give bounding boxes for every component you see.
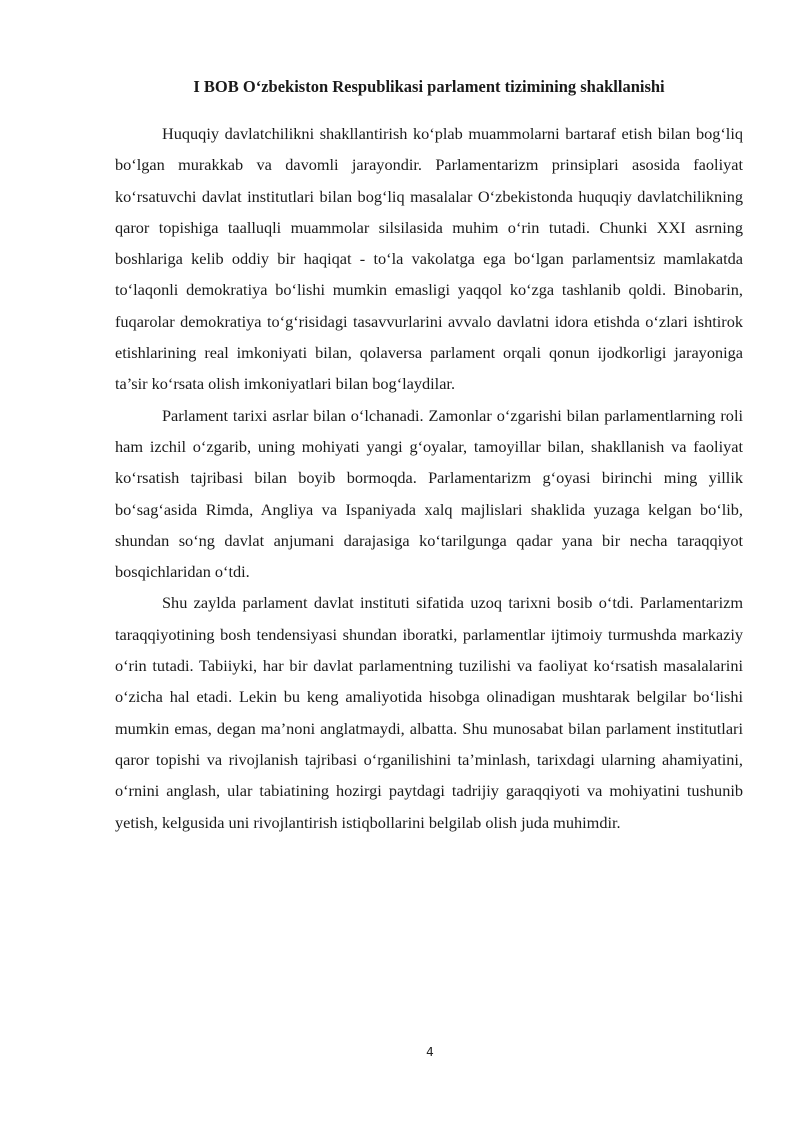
paragraph: Huquqiy davlatchilikni shakllantirish ko‘plab muammolarni bartaraf etish bilan bog‘liq bo‘lgan murakkab va davomli jarayondir. Parlamentarizm prinsiplari asosida faoliyat ko‘rsatuvchi davlat institutlari bilan bog‘liq masalalar O‘zbekistonda huquqiy davlatchilikning qaror topishiga taalluqli muammolar silsilasida muhim o‘rin tutadi. Chunki XXI asrning boshlariga kelib oddiy bir haqiqat - to‘la vakolatga ega bo‘lgan parlamentsiz mamlakatda to‘laqonli demokratiya bo‘lishi mumkin emasligi yaqqol ko‘zga tashlanib qoldi. Binobarin, fuqarolar demokratiya to‘g‘risidagi tasavvurlarini avvalo davlatni idora etishda o‘zlari ishtirok etishlarining real imkoniyati bilan, qolaversa parlament orqali qonun ijodkorligi jarayoniga ta’sir ko‘rsata olish imkoniyatlari bilan bog‘laydilar. [115,124,743,394]
chapter-heading: I BOB O‘zbekiston Respublikasi parlament tizimining shakllanishi [193,77,665,96]
paragraph: Parlament tarixi asrlar bilan o‘lchanadi. Zamonlar o‘zgarishi bilan parlamentlarning roli ham izchil o‘zgarib, uning mohiyati yangi g‘oyalar, tamoyillar bilan, shakllanish va faoliyat ko‘rsatish tajribasi bilan boyib bormoqda. Parlamentarizm g‘oyasi birinchi ming yillik bo‘sag‘asida Rimda, Angliya va Ispaniyada xalq majlislari shaklida yuzaga kelgan bo‘lib, shundan so‘ng davlat anjumani darajasiga ko‘tarilgunga qadar yana bir necha taraqqiyot bosqichlaridan o‘tdi. [115,405,743,582]
body-text [115,118,743,838]
page-number: 4 [426,1045,434,1059]
paragraph: Shu zaylda parlament davlat instituti sifatida uzoq tarixni bosib o‘tdi. Parlamentarizm taraqqiyotining bosh tendensiyasi shundan iboratki, parlamentlar ijtimoiy turmushda markaziy o‘rin tutadi. Tabiiyki, har bir davlat parlamentning tuzilishi va faoliyat ko‘rsatish masalalarini o‘zicha hal etadi. Lekin bu keng amaliyotida hisobga olinadigan mushtarak belgilar bo‘lishi mumkin emas, degan ma’noni anglatmaydi, albatta. Shu munosabat bilan parlament institutlari qaror topishi va rivojlanish tajribasi o‘rganilishini ta’minlash, tarixdagi ularning ahamiyatini, o‘rnini anglash, ular tabiatining hozirgi paytdagi tadrijiy garaqqiyoti va mohiyatini tushunib yetish, kelgusida uni rivojlantirish istiqbollarini belgilab olish juda muhimdir. [115,593,743,832]
